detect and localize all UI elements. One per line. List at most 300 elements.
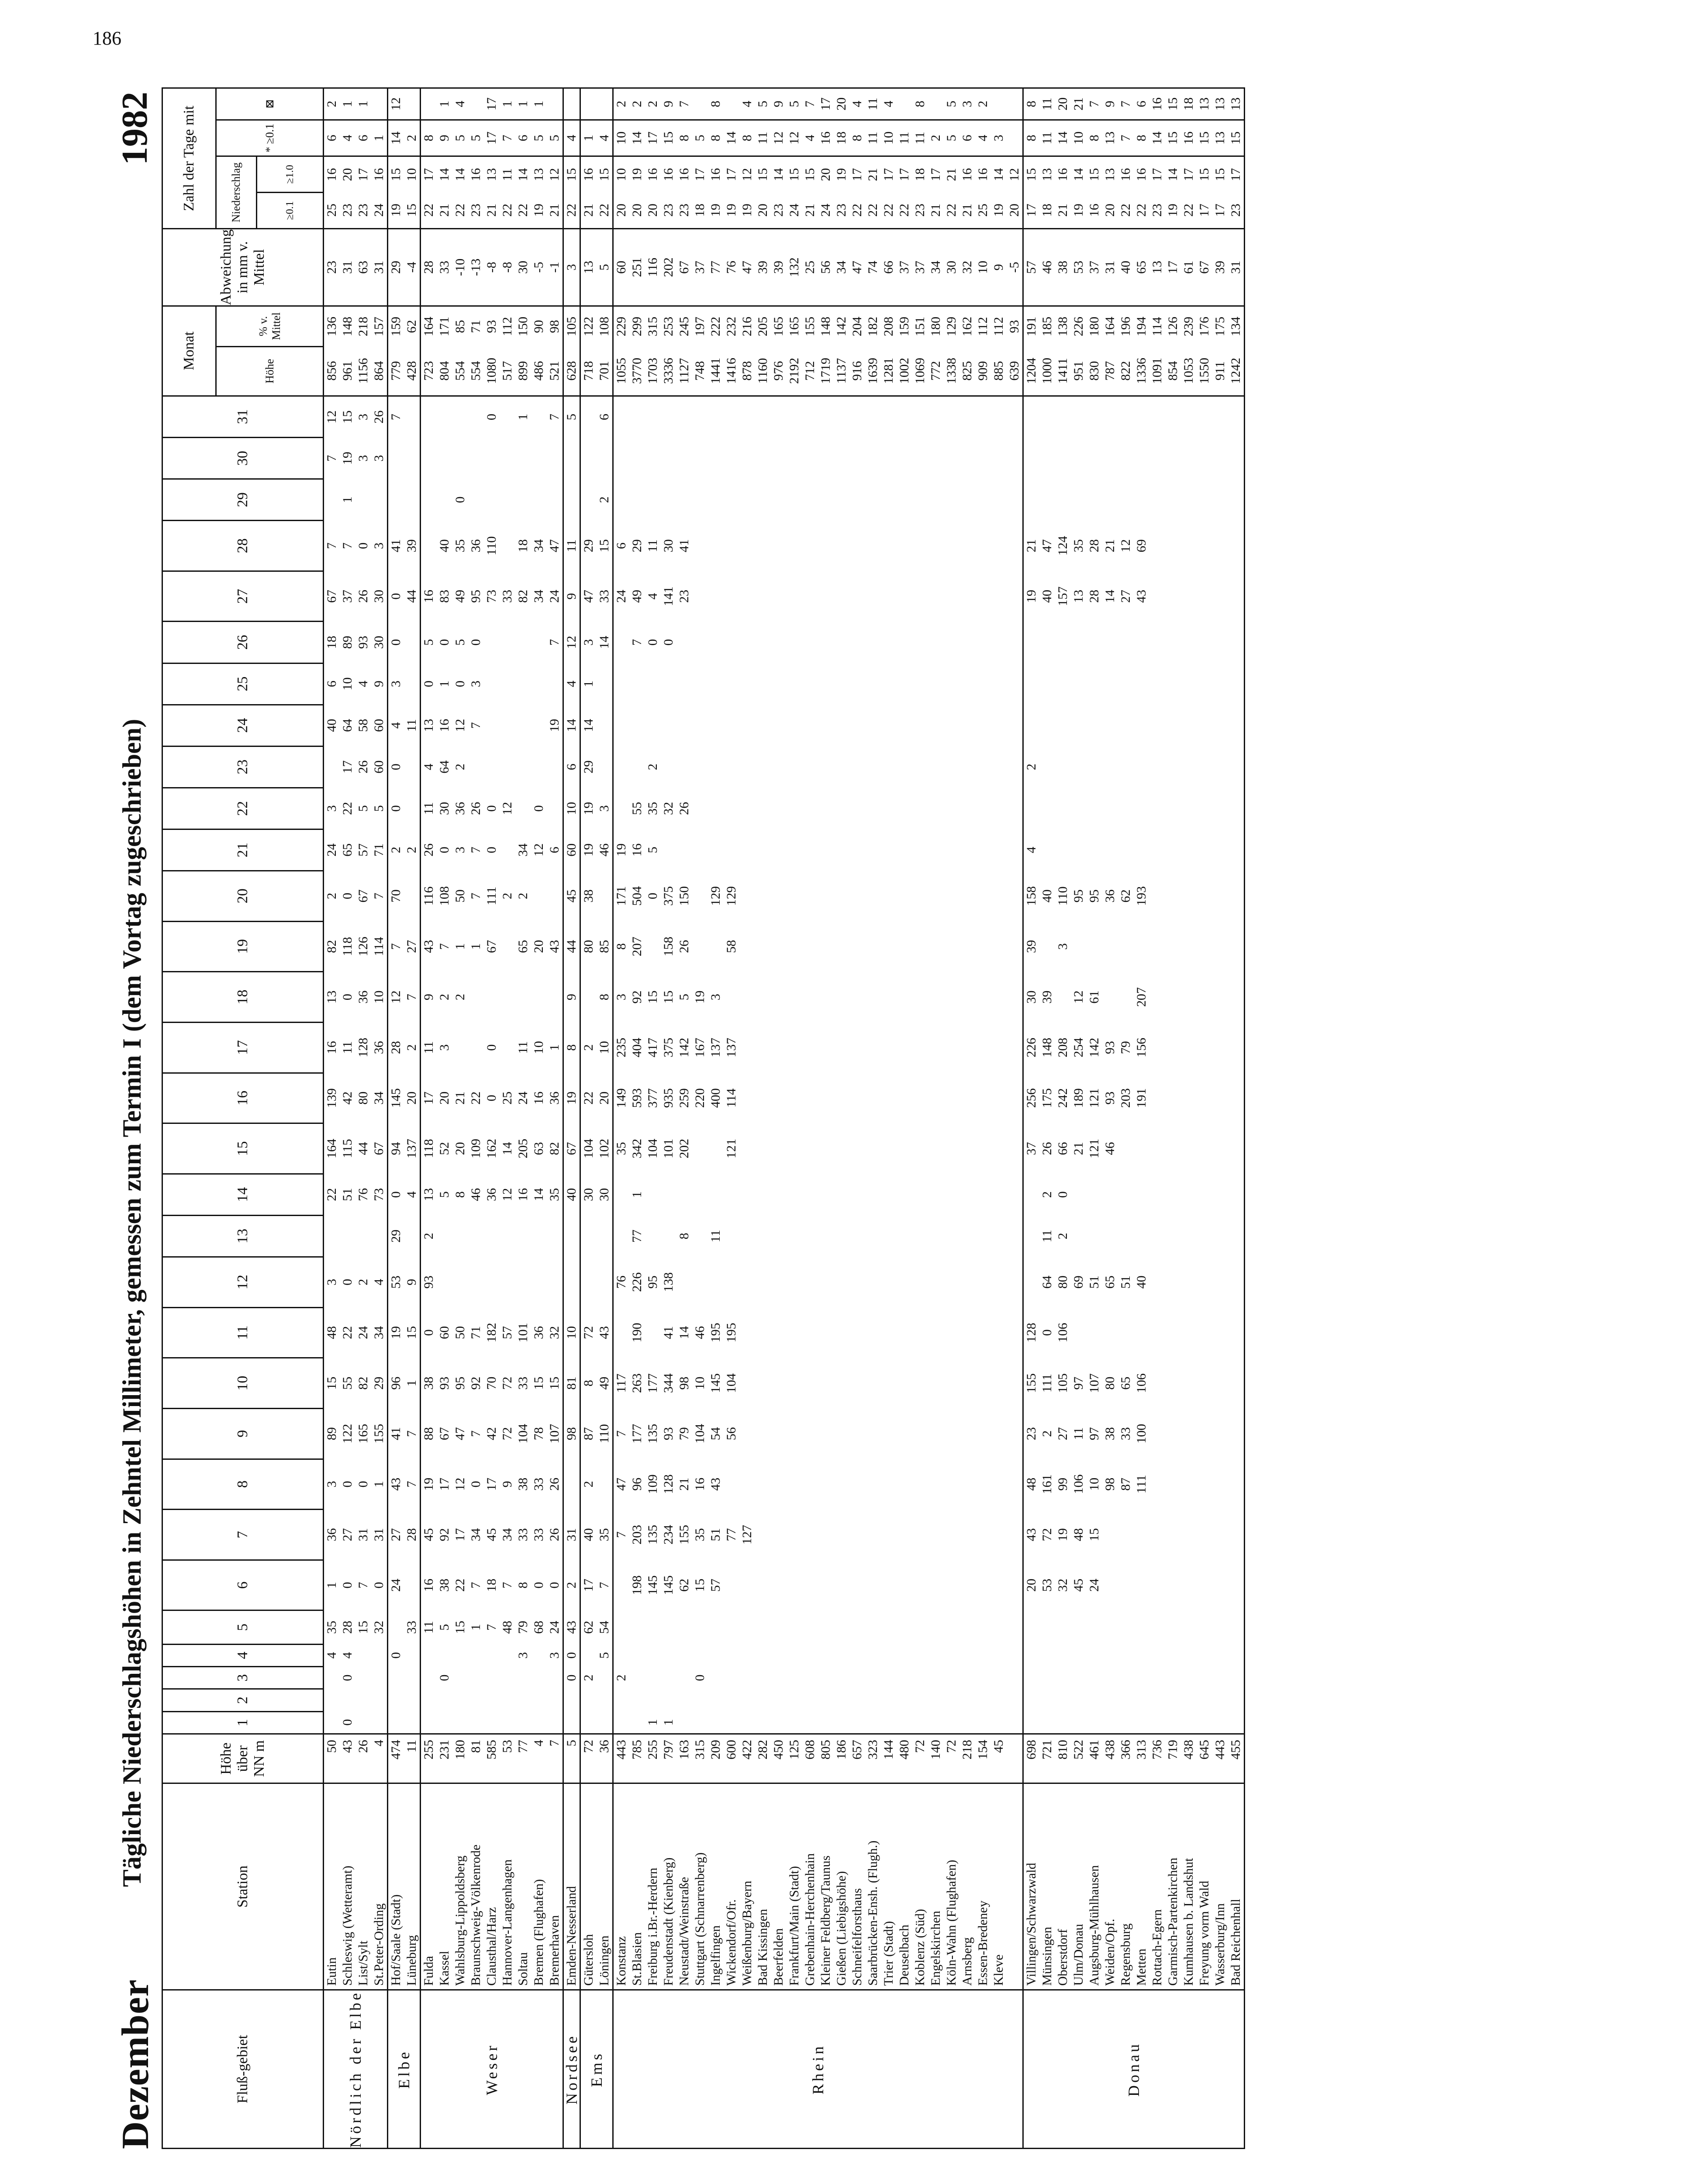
- station-name: Gießen (Liebigshöhe): [834, 1783, 849, 1990]
- day-value: [818, 1073, 834, 1123]
- day-value: [1228, 1610, 1245, 1644]
- tage-schnee: 5: [547, 120, 563, 156]
- day-value: [975, 1711, 991, 1734]
- col-niederschlag: Niederschlag: [216, 156, 257, 229]
- day-value: [1102, 788, 1118, 829]
- abweichung: 39: [1212, 229, 1228, 306]
- day-value: [959, 972, 975, 1023]
- day-value: [881, 871, 897, 921]
- abweichung: 32: [959, 229, 975, 306]
- col-day-7: 7: [162, 1510, 324, 1560]
- day-value: 35: [613, 1123, 630, 1174]
- day-value: [834, 1610, 849, 1644]
- day-value: 20: [453, 1142, 467, 1155]
- station-row: [388, 88, 404, 2149]
- day-value: [468, 1022, 484, 1073]
- monat-hoehe: 3770: [630, 358, 644, 384]
- day-value: [1055, 396, 1071, 437]
- day-value: [834, 788, 849, 829]
- day-value: [1181, 972, 1197, 1023]
- abweichung: 30: [944, 229, 959, 306]
- day-value: [755, 1073, 771, 1123]
- day-value: [1102, 1610, 1118, 1644]
- day-value: [1071, 1689, 1087, 1711]
- day-value: [708, 1711, 724, 1734]
- day-value: [928, 622, 944, 663]
- day-value: [1149, 1215, 1165, 1257]
- day-value: [865, 1174, 881, 1215]
- day-value: [755, 1610, 771, 1644]
- day-value: [959, 1073, 975, 1123]
- day-value: [597, 1257, 613, 1307]
- day-value: [975, 571, 991, 622]
- day-value: 51: [708, 1528, 723, 1541]
- day-value: [975, 396, 991, 437]
- day-value: [421, 521, 437, 571]
- day-value: [468, 1666, 484, 1689]
- day-value: 121: [724, 1138, 738, 1158]
- day-value: [500, 921, 515, 972]
- day-value: [881, 1022, 897, 1073]
- tage-n10: 17: [897, 156, 912, 193]
- tage-schnee: 8: [1087, 120, 1102, 156]
- day-value: [802, 788, 818, 829]
- day-value: [1055, 829, 1071, 871]
- day-value: [500, 521, 515, 571]
- tage-n01: 21: [803, 204, 817, 217]
- station-hoehe: 698: [1023, 1734, 1040, 1783]
- day-value: [849, 972, 865, 1023]
- day-value: [708, 438, 724, 479]
- day-value: [692, 1711, 708, 1734]
- day-value: [1212, 1073, 1228, 1123]
- day-value: [944, 1610, 959, 1644]
- day-value: 182: [484, 1323, 499, 1343]
- day-value: [597, 705, 613, 746]
- station-name: Regensburg: [1118, 1783, 1134, 1990]
- day-value: 207: [630, 936, 644, 957]
- day-value: 40: [1134, 1275, 1149, 1289]
- day-value: [802, 972, 818, 1023]
- day-value: [991, 479, 1007, 521]
- day-value: [944, 1358, 959, 1409]
- tage-n10: 15: [755, 156, 771, 193]
- day-value: [515, 663, 531, 705]
- day-value: 24: [516, 1091, 530, 1105]
- day-value: 5: [563, 396, 580, 437]
- day-value: 107: [547, 1424, 562, 1444]
- day-value: 104: [645, 1138, 660, 1158]
- day-value: 33: [516, 1376, 530, 1390]
- day-value: 0: [484, 847, 499, 854]
- day-value: [865, 1510, 881, 1560]
- monat-hoehe: 1338: [944, 358, 959, 384]
- day-value: [676, 396, 692, 437]
- day-value: [1071, 396, 1087, 437]
- day-value: [1212, 972, 1228, 1023]
- day-value: [802, 396, 818, 437]
- day-value: [897, 1174, 912, 1215]
- day-value: [834, 871, 849, 921]
- day-value: 404: [630, 1037, 644, 1057]
- day-value: [928, 1644, 944, 1666]
- day-value: 95: [469, 590, 483, 603]
- river-basin: Elbe: [388, 1990, 421, 2149]
- day-value: 0: [484, 805, 499, 812]
- day-value: [755, 622, 771, 663]
- day-value: 7: [613, 1408, 630, 1459]
- day-value: [324, 746, 340, 788]
- day-value: [975, 1689, 991, 1711]
- day-value: 145: [708, 1373, 723, 1393]
- day-value: [865, 1610, 881, 1644]
- monat-hoehe: 909: [976, 361, 990, 381]
- day-value: [944, 746, 959, 788]
- day-value: [834, 1123, 849, 1174]
- day-value: [371, 1644, 388, 1666]
- tage-schnee: 7: [500, 120, 515, 156]
- tage-schnee: 8: [1134, 120, 1149, 156]
- day-value: 114: [372, 936, 386, 956]
- col-day-27: 27: [162, 571, 324, 622]
- col-day-15: 15: [162, 1123, 324, 1174]
- day-value: [787, 1689, 802, 1711]
- col-day-16: 16: [162, 1073, 324, 1123]
- day-value: 85: [597, 940, 611, 953]
- abweichung: 5: [597, 229, 613, 306]
- day-value: [755, 396, 771, 437]
- station-hoehe: 5: [563, 1734, 580, 1783]
- tage-n01: 18: [1040, 204, 1054, 217]
- day-value: [834, 1358, 849, 1409]
- tage-n01: 23: [356, 204, 370, 217]
- day-value: 11: [563, 521, 580, 571]
- station-row: [515, 88, 531, 2149]
- day-value: 5: [645, 847, 660, 854]
- day-value: [724, 571, 739, 622]
- col-monat-pct: % v. Mittel: [216, 306, 324, 346]
- station-row: [897, 88, 912, 2149]
- day-value: [531, 1257, 547, 1307]
- day-value: 60: [563, 829, 580, 871]
- day-value: [771, 921, 787, 972]
- day-value: [613, 1689, 630, 1711]
- day-value: [708, 1610, 724, 1644]
- day-value: [818, 521, 834, 571]
- day-value: [1197, 972, 1212, 1023]
- day-value: [912, 1711, 928, 1734]
- day-value: [881, 521, 897, 571]
- day-value: [991, 1307, 1007, 1358]
- tage-gewitter: 12: [388, 88, 404, 120]
- day-value: 19: [388, 1307, 404, 1358]
- day-value: [531, 705, 547, 746]
- day-value: 7: [597, 1582, 611, 1589]
- day-value: [1134, 1644, 1149, 1666]
- day-value: [1149, 571, 1165, 622]
- day-value: [1165, 705, 1181, 746]
- col-day-10: 10: [162, 1358, 324, 1409]
- day-value: [928, 1459, 944, 1510]
- day-value: [991, 1022, 1007, 1073]
- tage-n01: 24: [372, 204, 386, 217]
- day-value: 145: [388, 1073, 404, 1123]
- day-value: 41: [661, 1326, 676, 1339]
- station-name: Deuselbach: [897, 1783, 912, 1990]
- station-name: Lüneburg: [404, 1783, 421, 1990]
- day-value: 116: [421, 871, 437, 921]
- tage-n01: 17: [1023, 193, 1040, 229]
- day-value: [661, 746, 676, 788]
- abweichung: 61: [1181, 229, 1197, 306]
- day-value: [802, 1666, 818, 1689]
- station-row: [991, 88, 1007, 2149]
- day-value: [1071, 663, 1087, 705]
- day-value: [645, 479, 661, 521]
- day-value: [484, 1711, 500, 1734]
- day-value: [1039, 663, 1055, 705]
- day-value: [959, 571, 975, 622]
- day-value: [849, 871, 865, 921]
- day-value: [959, 1510, 975, 1560]
- day-value: [708, 521, 724, 571]
- abweichung: -5: [1007, 229, 1023, 306]
- day-value: [1197, 1510, 1212, 1560]
- monat-pct: 157: [371, 306, 388, 346]
- day-value: [755, 1560, 771, 1610]
- tage-schnee: 15: [1197, 120, 1212, 156]
- day-value: [661, 829, 676, 871]
- day-value: 106: [1056, 1323, 1070, 1343]
- day-value: 28: [404, 1528, 419, 1541]
- abweichung: 31: [371, 229, 388, 306]
- monat-hoehe: 701: [597, 361, 611, 381]
- day-value: 37: [340, 590, 355, 603]
- day-value: [1118, 705, 1134, 746]
- monat-hoehe: 1002: [897, 358, 911, 384]
- day-value: 19: [1056, 1528, 1070, 1541]
- day-value: 47: [1040, 539, 1054, 553]
- monat-pct: 176: [1197, 306, 1212, 346]
- day-value: 28: [1087, 590, 1101, 603]
- abweichung: 116: [645, 229, 661, 306]
- day-value: 17: [421, 1073, 437, 1123]
- day-value: 94: [388, 1123, 404, 1174]
- day-value: [912, 571, 928, 622]
- station-hoehe: 461: [1087, 1734, 1102, 1783]
- day-value: [355, 1666, 371, 1689]
- day-value: 342: [630, 1138, 644, 1158]
- day-value: 9: [372, 681, 386, 688]
- day-value: [802, 521, 818, 571]
- day-value: 10: [563, 1307, 580, 1358]
- day-value: [724, 1174, 739, 1215]
- day-value: [991, 571, 1007, 622]
- day-value: 3: [547, 1652, 562, 1659]
- monat-hoehe: 864: [372, 361, 386, 381]
- tage-n10: 16: [661, 156, 676, 193]
- station-row: [959, 88, 975, 2149]
- tage-gewitter: 15: [1165, 88, 1181, 120]
- day-value: [755, 438, 771, 479]
- abweichung: 251: [629, 229, 645, 306]
- day-value: [531, 1711, 547, 1734]
- day-value: [1039, 746, 1055, 788]
- day-value: [1181, 1215, 1197, 1257]
- day-value: [865, 1459, 881, 1510]
- day-value: [661, 479, 676, 521]
- day-value: 69: [1134, 539, 1149, 553]
- tage-schnee: 8: [676, 120, 692, 156]
- day-value: [724, 829, 739, 871]
- day-value: 3: [355, 396, 371, 437]
- station-hoehe: 455: [1228, 1734, 1245, 1783]
- day-value: [1197, 1358, 1212, 1409]
- day-value: [452, 1666, 468, 1689]
- day-value: 7: [469, 722, 483, 729]
- day-value: [755, 829, 771, 871]
- abweichung: 38: [1055, 229, 1071, 306]
- day-value: [818, 746, 834, 788]
- day-value: [613, 705, 630, 746]
- day-value: [1007, 1689, 1023, 1711]
- day-value: [818, 663, 834, 705]
- tage-schnee: 14: [1055, 120, 1071, 156]
- day-value: 45: [421, 1510, 437, 1560]
- day-value: 11: [404, 719, 419, 732]
- day-value: [959, 705, 975, 746]
- day-value: 11: [421, 1610, 437, 1644]
- day-value: [771, 746, 787, 788]
- day-value: 0: [563, 1644, 580, 1666]
- day-value: [1212, 1022, 1228, 1073]
- day-value: [897, 663, 912, 705]
- day-value: [1212, 1689, 1228, 1711]
- day-value: 189: [1071, 1088, 1086, 1108]
- day-value: [1118, 1666, 1134, 1689]
- day-value: [975, 1644, 991, 1666]
- col-flussgebiet: Fluß-gebiet: [162, 1990, 324, 2149]
- day-value: 177: [630, 1424, 644, 1444]
- tage-schnee: 11: [755, 120, 771, 156]
- col-hoehe: Höhe über NN m: [162, 1734, 324, 1783]
- station-hoehe: 154: [975, 1734, 991, 1783]
- station-row: [324, 88, 340, 2149]
- monat-hoehe: 961: [340, 361, 355, 381]
- day-value: 41: [388, 1408, 404, 1459]
- day-value: [515, 622, 531, 663]
- day-value: 12: [324, 396, 340, 437]
- day-value: 99: [1056, 1477, 1070, 1491]
- monat-hoehe: 628: [563, 346, 580, 396]
- day-value: [881, 746, 897, 788]
- day-value: [1181, 1174, 1197, 1215]
- day-value: [1055, 622, 1071, 663]
- tage-n10: 15: [1212, 156, 1228, 193]
- day-value: [865, 1644, 881, 1666]
- day-value: 27: [388, 1510, 404, 1560]
- day-value: [897, 705, 912, 746]
- day-value: [787, 705, 802, 746]
- day-value: [739, 1459, 755, 1510]
- day-value: [1134, 829, 1149, 871]
- monat-pct: 175: [1212, 306, 1228, 346]
- day-value: [613, 1307, 630, 1358]
- tage-schnee: 6: [959, 120, 975, 156]
- day-value: [724, 521, 739, 571]
- station-hoehe: 53: [500, 1734, 515, 1783]
- day-value: 115: [340, 1139, 355, 1158]
- day-value: [1087, 663, 1102, 705]
- tage-schnee: 8: [421, 120, 437, 156]
- station-name: Hannover-Langenhagen: [500, 1783, 515, 1990]
- day-value: [881, 396, 897, 437]
- station-name: Neustadt/Weinstraße: [676, 1783, 692, 1990]
- day-value: [404, 1711, 421, 1734]
- day-value: 22: [340, 802, 355, 815]
- tage-gewitter: 13: [1228, 88, 1245, 120]
- day-value: 7: [404, 1430, 419, 1437]
- tage-gewitter: 6: [1134, 88, 1149, 120]
- day-value: [1007, 921, 1023, 972]
- day-value: [531, 622, 547, 663]
- monat-pct: 126: [1165, 306, 1181, 346]
- day-value: [404, 788, 421, 829]
- day-value: [708, 1689, 724, 1711]
- day-value: [802, 871, 818, 921]
- day-value: 207: [1134, 987, 1149, 1007]
- tage-n01: 21: [547, 204, 562, 217]
- day-value: 39: [1023, 921, 1040, 972]
- day-value: [865, 972, 881, 1023]
- day-value: 10: [1087, 1477, 1101, 1491]
- day-value: 935: [661, 1088, 676, 1108]
- day-value: [692, 1644, 708, 1666]
- day-value: 78: [531, 1427, 546, 1441]
- day-value: 2: [645, 764, 660, 771]
- tage-n10: 10: [404, 156, 421, 193]
- day-value: [676, 829, 692, 871]
- day-value: 0: [531, 1582, 546, 1589]
- day-value: [645, 438, 661, 479]
- day-value: [834, 571, 849, 622]
- day-value: [1071, 705, 1087, 746]
- day-value: 12: [453, 1477, 467, 1491]
- day-value: [881, 1257, 897, 1307]
- tage-gewitter: 11: [1039, 88, 1055, 120]
- day-value: 96: [630, 1477, 644, 1491]
- day-value: [755, 1644, 771, 1666]
- day-value: [724, 746, 739, 788]
- tage-n01: 22: [897, 204, 911, 217]
- day-value: 0: [340, 892, 355, 899]
- tage-n10: 16: [1118, 156, 1134, 193]
- day-value: 55: [340, 1376, 355, 1390]
- day-value: [865, 1689, 881, 1711]
- tage-schnee: [1007, 120, 1023, 156]
- day-value: [437, 1215, 452, 1257]
- day-value: 11: [1040, 1230, 1054, 1243]
- tage-gewitter: [468, 88, 484, 120]
- day-value: [613, 1711, 630, 1734]
- tage-gewitter: 8: [708, 88, 724, 120]
- day-value: 43: [708, 1477, 723, 1491]
- day-value: [484, 1666, 500, 1689]
- tage-gewitter: 2: [324, 88, 340, 120]
- day-value: [755, 521, 771, 571]
- tage-schnee: 10: [881, 120, 897, 156]
- day-value: 47: [580, 571, 597, 622]
